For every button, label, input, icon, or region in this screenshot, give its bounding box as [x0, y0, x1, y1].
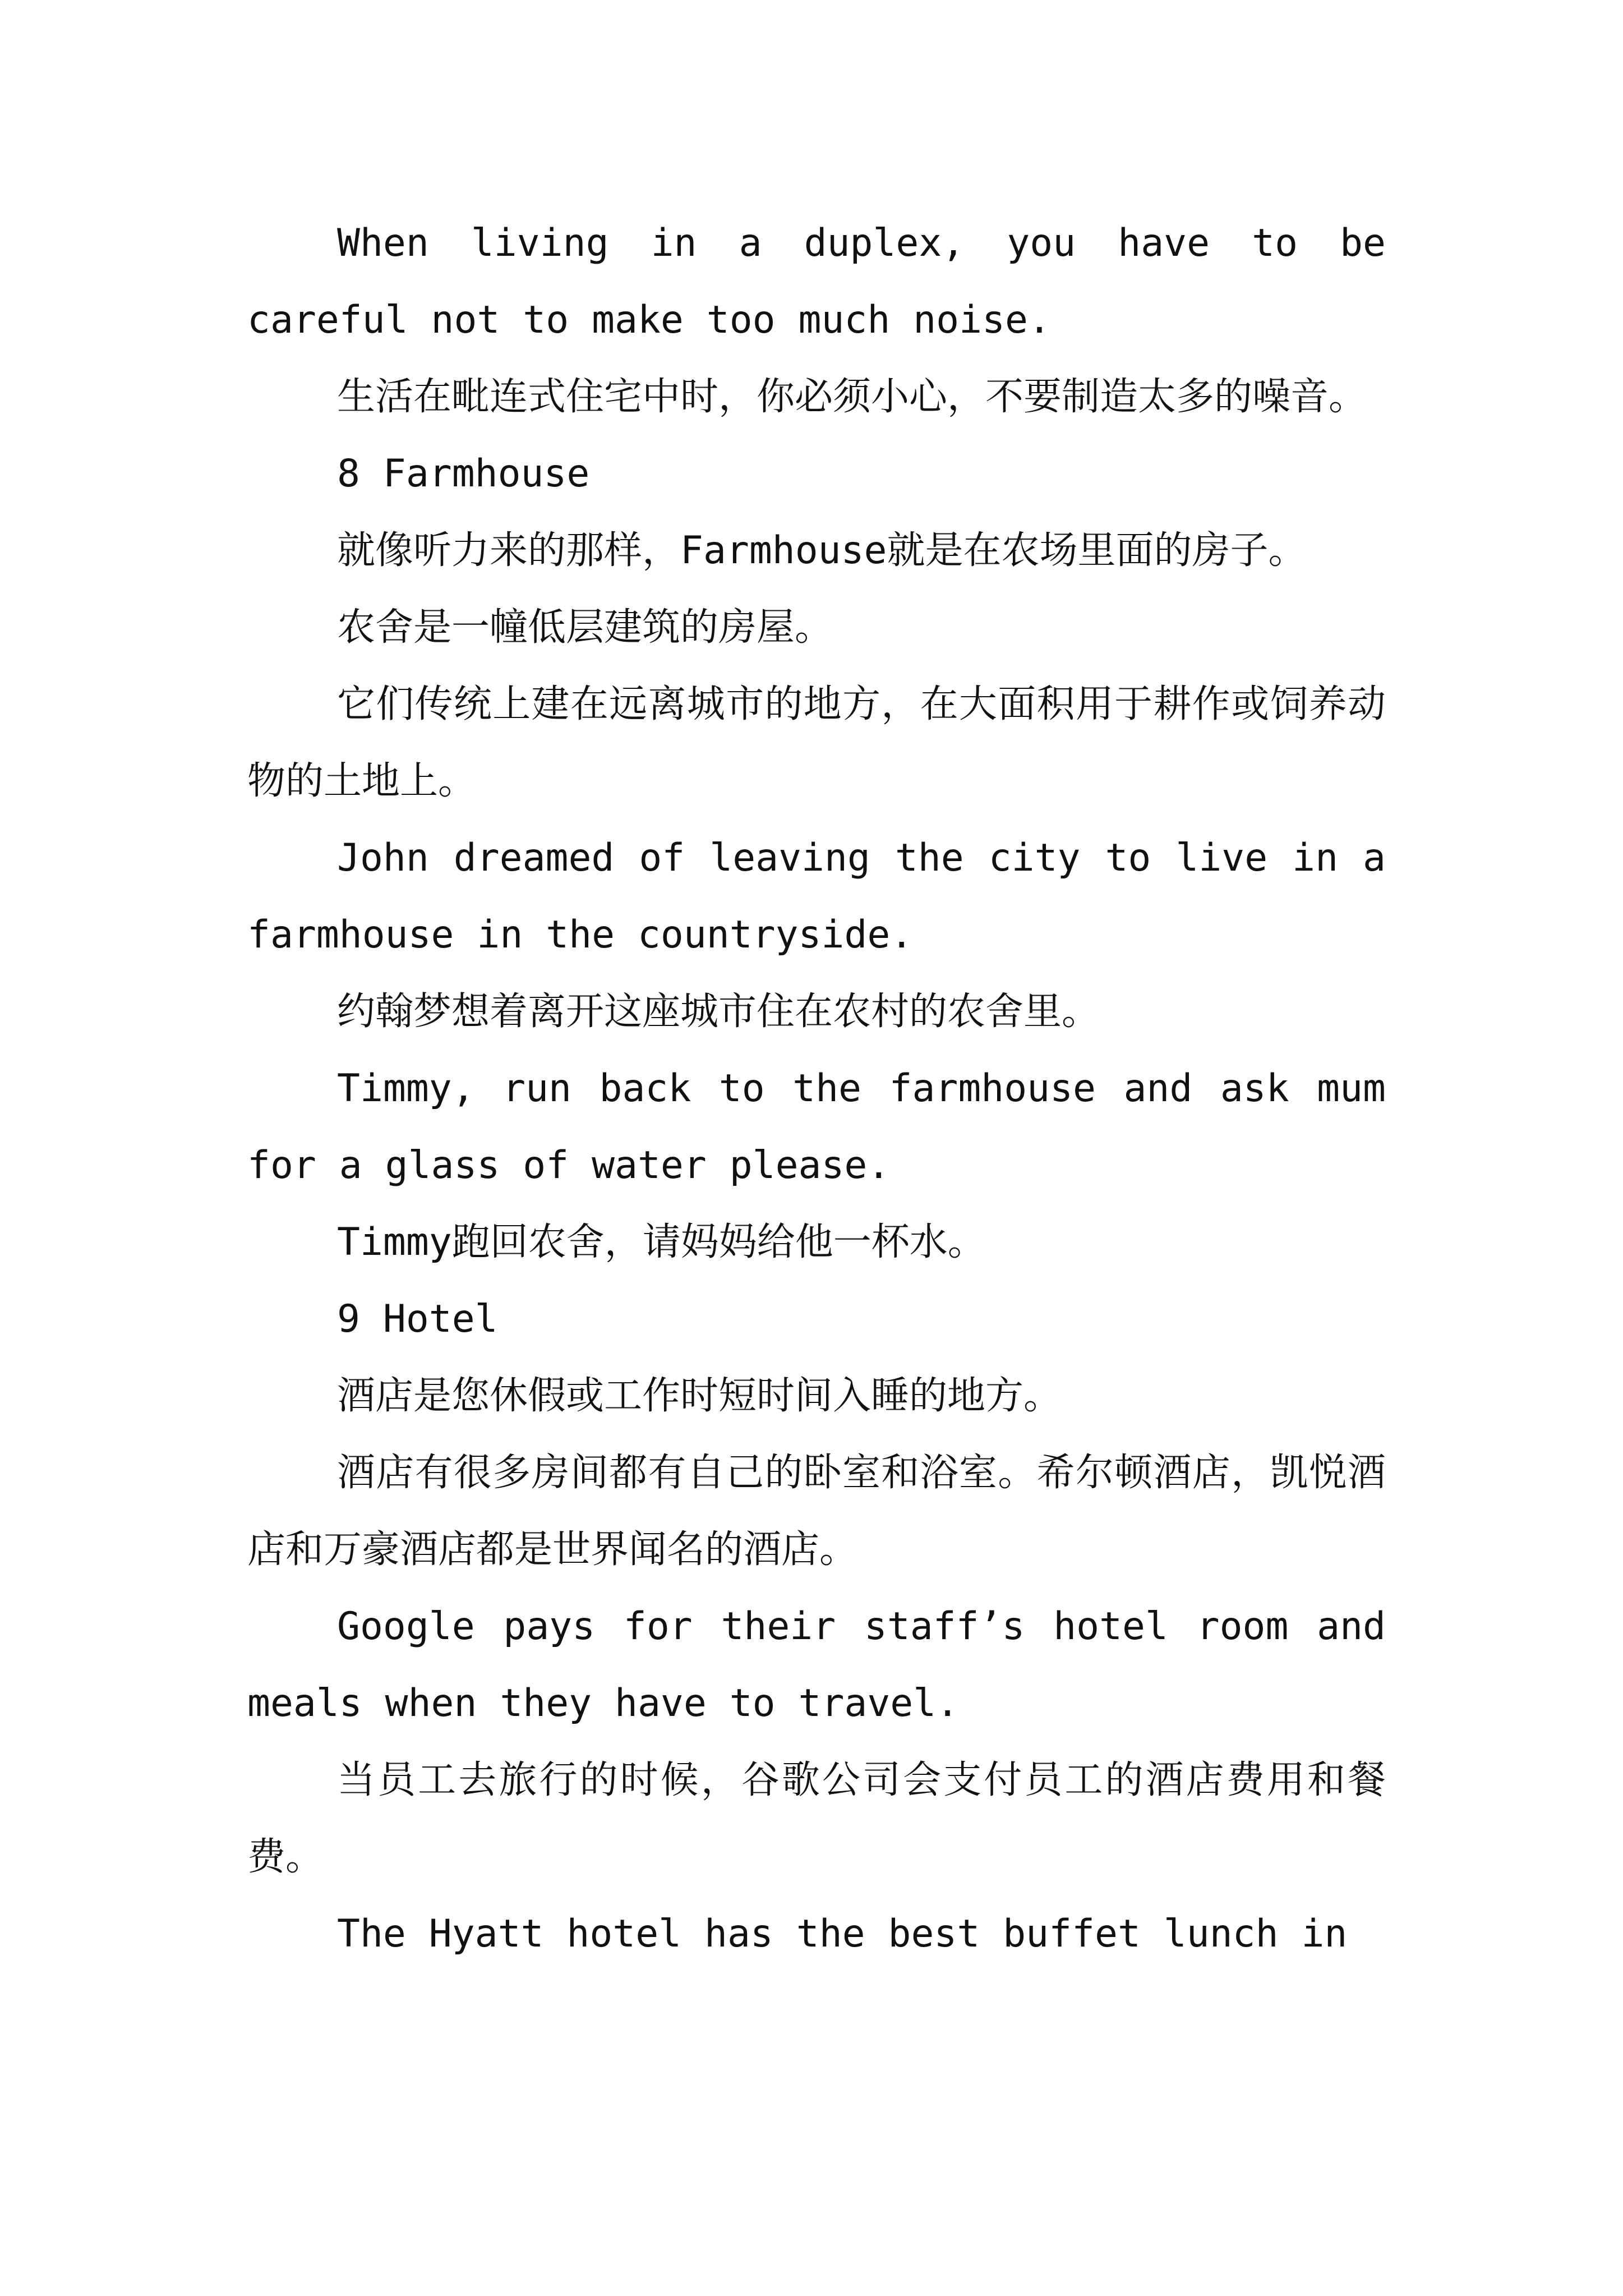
- heading-hotel: 9 Hotel: [337, 1297, 498, 1341]
- paragraph-hotel-example-1-zh: 当员工去旅行的时候，谷歌公司会支付员工的酒店费用和餐费。: [247, 1758, 1386, 1879]
- paragraph-farmhouse-definition: 农舍是一幢低层建筑的房屋。: [337, 605, 833, 650]
- paragraph-duplex-example-en: When living in a duplex, you have to be careful not to make too much noise.: [247, 221, 1386, 342]
- heading-farmhouse: 8 Farmhouse: [337, 452, 590, 496]
- paragraph-farmhouse-example-1-en: John dreamed of leaving the city to live in a farmhouse in the countryside.: [247, 836, 1386, 957]
- paragraph-duplex-example-zh: 生活在毗连式住宅中时，你必须小心，不要制造太多的噪音。: [337, 375, 1367, 419]
- paragraph-hotel-rooms: 酒店有很多房间都有自己的卧室和浴室。希尔顿酒店，凯悦酒店和万豪酒店都是世界闻名的酒店。: [247, 1451, 1386, 1572]
- document-body: [247, 205, 1386, 1972]
- paragraph-hotel-example-1-en: Google pays for their staff’s hotel room and meals when they have to travel.: [247, 1604, 1386, 1726]
- paragraph-hotel-example-2-en: The Hyatt hotel has the best buffet lunch in: [337, 1912, 1348, 1956]
- paragraph-farmhouse-example-2-zh: Timmy跑回农舍，请妈妈给他一杯水。: [337, 1220, 986, 1264]
- paragraph-farmhouse-location: 它们传统上建在远离城市的地方，在大面积用于耕作或饲养动物的土地上。: [247, 682, 1386, 803]
- paragraph-farmhouse-meaning: 就像听力来的那样，Farmhouse就是在农场里面的房子。: [337, 528, 1307, 573]
- paragraph-hotel-definition: 酒店是您休假或工作时短时间入睡的地方。: [337, 1374, 1062, 1418]
- paragraph-farmhouse-example-1-zh: 约翰梦想着离开这座城市住在农村的农舍里。: [337, 990, 1100, 1034]
- paragraph-farmhouse-example-2-en: Timmy, run back to the farmhouse and ask mum for a glass of water please.: [247, 1066, 1386, 1188]
